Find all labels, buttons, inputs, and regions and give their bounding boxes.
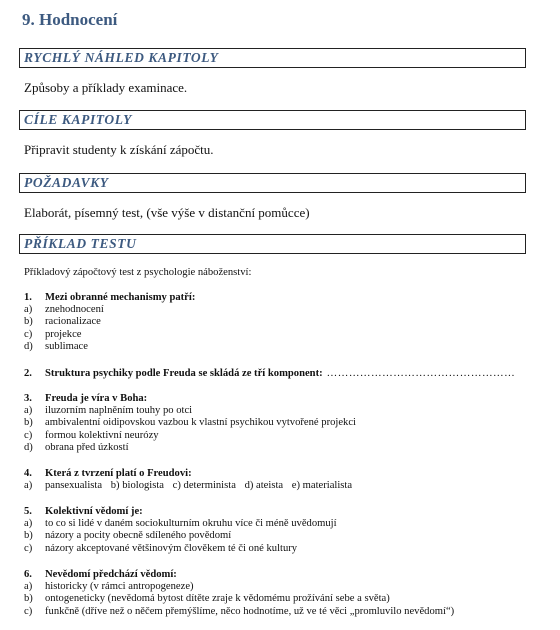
question-4-option: e) materialista: [291, 480, 353, 492]
question-1-option: d) sublimace: [24, 340, 88, 352]
question-2-title: 2. Struktura psychiky podle Freuda se skládá ze tří komponent: ……………………………………………: [24, 368, 516, 379]
question-2: [24, 368, 536, 380]
question-1: [24, 292, 536, 353]
question-6-option: a) historicky (v rámci antropogeneze): [24, 581, 194, 593]
question-5: [24, 506, 536, 555]
section-example-header: PŘÍKLAD TESTU: [19, 234, 526, 254]
question-1-title: 1. Mezi obranné mechanismy patří:: [24, 292, 196, 303]
question-1-option: c) projekce: [24, 328, 82, 340]
question-4-option: b) biologista: [110, 480, 164, 492]
question-6-option: c) funkčně (dříve než o něčem přemýšlíme, něco hodnotíme, už ve té věci „promluvilo nevědomí“): [24, 605, 455, 617]
answer-blank: ……………………………………………: [326, 368, 516, 379]
question-4: [24, 468, 536, 492]
section-goals-header: CÍLE KAPITOLY: [19, 110, 526, 130]
section-requirements-header: POŽADAVKY: [19, 173, 526, 193]
question-5-option: c) názory akceptované většinovým člověkem té či oné kultury: [24, 542, 298, 554]
test-intro: Příkladový zápočtový test z psychologie náboženství:: [24, 267, 252, 278]
chapter-heading: 9. Hodnocení: [22, 10, 118, 29]
question-3-option: d) obrana před úzkostí: [24, 441, 129, 453]
question-4-options: a) pansexualista b) biologista c) determinista d) ateista e) materialista: [24, 480, 353, 492]
section-preview-text: Způsoby a příklady examinace.: [24, 80, 188, 95]
question-4-option: c) determinista: [172, 480, 236, 492]
question-3-option: b) ambivalentní oidipovskou vazbou k vlastní psychikou vytvořené projekci: [24, 417, 356, 429]
question-5-title: 5. Kolektivní vědomí je:: [24, 506, 143, 517]
question-5-option: a) to co si lidé v daném sociokulturním okruhu více či méně uvědomují: [24, 518, 337, 530]
question-4-option: d) ateista: [244, 480, 284, 492]
question-5-option: b) názory a pocity obecně sdíleného povědomí: [24, 530, 232, 542]
question-3: [24, 393, 536, 454]
question-6: [24, 569, 536, 618]
question-6-option: b) ontogeneticky (nevědomá bytost dítěte zraje k vědomému prožívání sebe a světa): [24, 593, 390, 605]
question-3-option: a) iluzorním naplněním touhy po otci: [24, 405, 193, 417]
question-3-option: c) formou kolektivní neurózy: [24, 429, 159, 441]
question-6-title: 6. Nevědomí předchází vědomí:: [24, 569, 177, 580]
question-1-option: a) znehodnocení: [24, 304, 104, 316]
question-4-option: pansexualista: [45, 480, 103, 492]
question-3-title: 3. Freuda je víra v Boha:: [24, 393, 148, 404]
section-requirements-text: Elaborát, písemný test, (vše výše v distanční pomůcce): [24, 205, 310, 220]
question-1-option: b) racionalizace: [24, 316, 101, 328]
section-preview-header: RYCHLÝ NÁHLED KAPITOLY: [19, 48, 526, 68]
question-4-title: 4. Která z tvrzení platí o Freudovi:: [24, 468, 192, 479]
section-goals-text: Připravit studenty k získání zápočtu.: [24, 142, 214, 157]
